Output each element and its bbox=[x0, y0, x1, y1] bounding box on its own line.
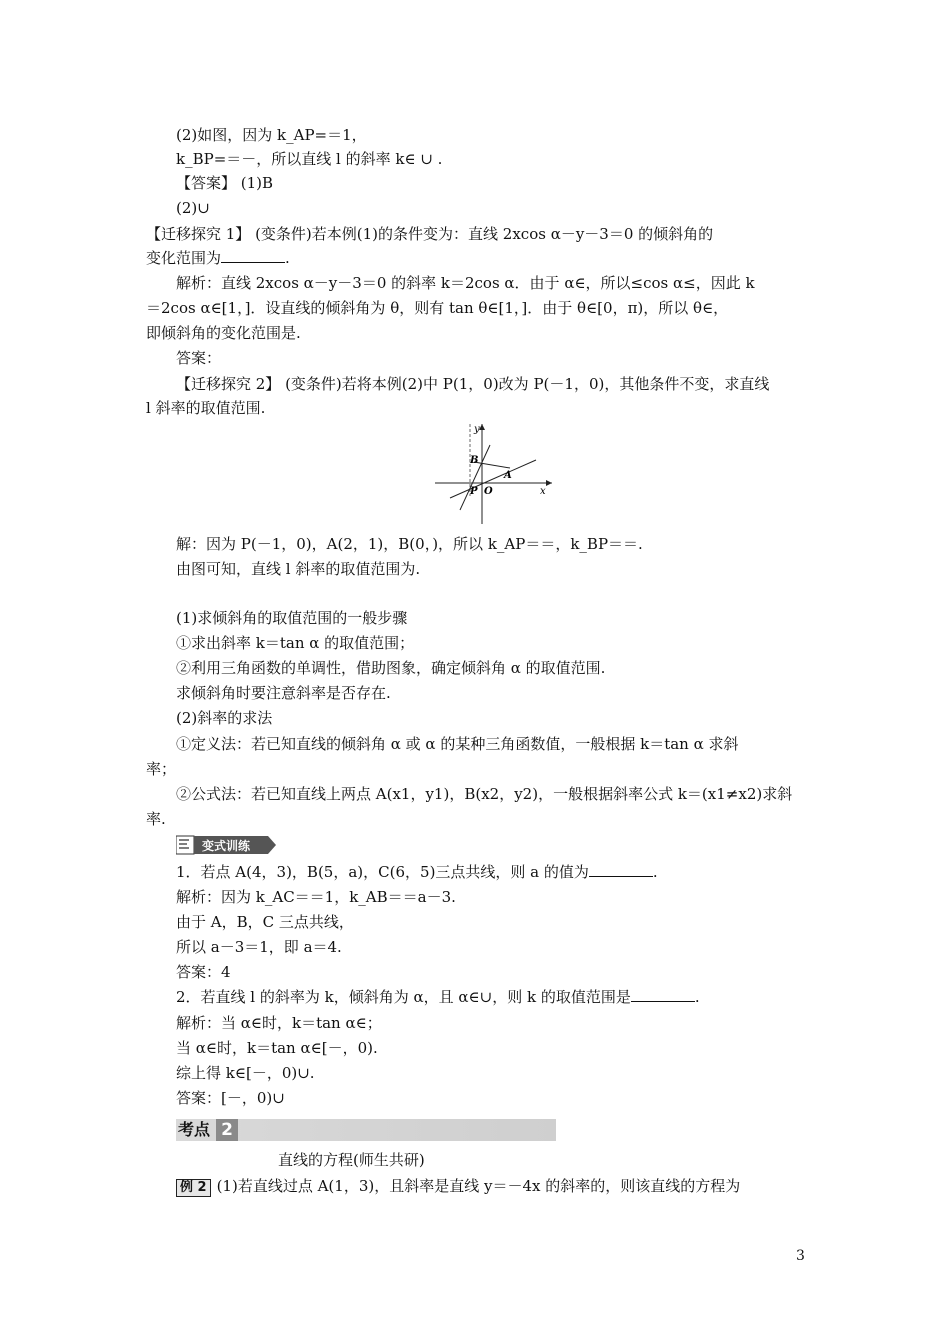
answer-blank bbox=[221, 248, 285, 263]
text-line bbox=[146, 248, 290, 268]
x-label: x bbox=[540, 486, 546, 497]
kaodian-number: 2 bbox=[216, 1119, 238, 1141]
text-fragment: . bbox=[285, 249, 290, 267]
answer-blank bbox=[589, 862, 653, 877]
y-label: y bbox=[474, 424, 480, 435]
kaodian-section-header bbox=[176, 1119, 556, 1141]
section-title: 直线的方程(师生共研) bbox=[278, 1151, 425, 1169]
text-line: 【答案】 (1)B bbox=[176, 174, 274, 192]
y-axis-arrow bbox=[479, 424, 485, 430]
coordinate-figure bbox=[430, 420, 555, 526]
page-number: 3 bbox=[796, 1248, 805, 1264]
line-pa bbox=[450, 460, 536, 498]
text-line: (2)∪ bbox=[176, 199, 210, 217]
text-line: 解：因为 P(－1，0)，A(2，1)，B(0，)，所以 k_AP＝＝，k_BP＝＝. bbox=[176, 535, 643, 553]
text-line: k_BP=＝－，所以直线 l 的斜率 k∈ ∪ . bbox=[176, 150, 443, 168]
text-line: 即倾斜角的变化范围是. bbox=[146, 324, 301, 342]
text-line: 答案：[－，0)∪ bbox=[176, 1089, 285, 1107]
text-line: 【迁移探究 2】 (变条件)若将本例(2)中 P(1，0)改为 P(－1，0)，其他条件不变，求直线 bbox=[176, 375, 770, 393]
example-badge: 例 2 bbox=[176, 1179, 211, 1197]
text-fragment: 1．若点 A(4，3)，B(5，a)，C(6，5)三点共线，则 a 的值为 bbox=[176, 863, 589, 881]
text-line: 由图可知，直线 l 斜率的取值范围为. bbox=[176, 560, 421, 578]
text-line: 【迁移探究 1】 (变条件)若本例(1)的条件变为：直线 2xcos α－y－3＝0 的倾斜角的 bbox=[146, 225, 714, 243]
text-line: 解析：因为 k_AC＝＝1，k_AB＝＝a－3. bbox=[176, 888, 456, 906]
text-line: 答案： bbox=[176, 349, 222, 367]
practice-badge-label: 变式训练 bbox=[202, 839, 251, 853]
text-line bbox=[176, 1176, 740, 1196]
point-a-label: A bbox=[504, 470, 512, 481]
text-line: 综上得 k∈[－，0)∪. bbox=[176, 1064, 315, 1082]
text-line bbox=[176, 987, 700, 1007]
text-fragment: . bbox=[652, 863, 658, 881]
text-fragment: . bbox=[694, 988, 700, 1006]
answer-blank bbox=[631, 987, 695, 1002]
x-axis-arrow bbox=[546, 480, 552, 486]
text-line: ①求出斜率 k＝tan α 的取值范围； bbox=[176, 634, 415, 652]
text-line: 答案：4 bbox=[176, 963, 231, 981]
text-line: (1)求倾斜角的取值范围的一般步骤 bbox=[176, 609, 408, 627]
text-fragment: 变化范围为 bbox=[146, 249, 222, 267]
text-line: 率； bbox=[146, 760, 177, 778]
text-line: ②公式法：若已知直线上两点 A(x1，y1)，B(x2，y2)，一般根据斜率公式 k＝(x1≠x2)求斜 bbox=[176, 785, 793, 803]
text-fragment: 2．若直线 l 的斜率为 k，倾斜角为 α，且 α∈∪，则 k 的取值范围是 bbox=[176, 988, 631, 1006]
origin-label: O bbox=[484, 486, 493, 497]
text-line: (2)斜率的求法 bbox=[176, 709, 273, 727]
text-line: ②利用三角函数的单调性，借助图象，确定倾斜角 α 的取值范围. bbox=[176, 659, 606, 677]
text-line: 率. bbox=[146, 810, 166, 828]
text-line: (2)如图，因为 k_AP=＝1， bbox=[176, 126, 367, 144]
text-line: 求倾斜角时要注意斜率是否存在. bbox=[176, 684, 391, 702]
text-line: 当 α∈时，k＝tan α∈[－，0). bbox=[176, 1039, 378, 1057]
text-line: 所以 a－3＝1，即 a＝4. bbox=[176, 938, 342, 956]
text-line: 由于 A，B，C 三点共线， bbox=[176, 913, 354, 931]
text-line: ①定义法：若已知直线的倾斜角 α 或 α 的某种三角函数值，一般根据 k＝tan α 求斜 bbox=[176, 735, 739, 753]
text-line: ＝2cos α∈[1，]．设直线的倾斜角为 θ，则有 tan θ∈[1，]．由于 θ∈[0，π)，所以 θ∈， bbox=[146, 299, 729, 317]
point-b-label: B bbox=[470, 455, 479, 466]
text-line: 解析：直线 2xcos α－y－3＝0 的斜率 k＝2cos α．由于 α∈，所以≤cos α≤，因此 k bbox=[176, 274, 755, 292]
text-line: 解析：当 α∈时，k＝tan α∈； bbox=[176, 1014, 382, 1032]
point-p-label: P bbox=[470, 486, 478, 497]
text-fragment: (1)若直线过点 A(1，3)，且斜率是直线 y＝－4x 的斜率的，则该直线的方程为 bbox=[216, 1177, 741, 1195]
text-line bbox=[176, 862, 658, 882]
text-line: l 斜率的取值范围. bbox=[146, 399, 266, 417]
practice-badge bbox=[176, 835, 276, 855]
kaodian-label: 考点 bbox=[178, 1120, 211, 1139]
